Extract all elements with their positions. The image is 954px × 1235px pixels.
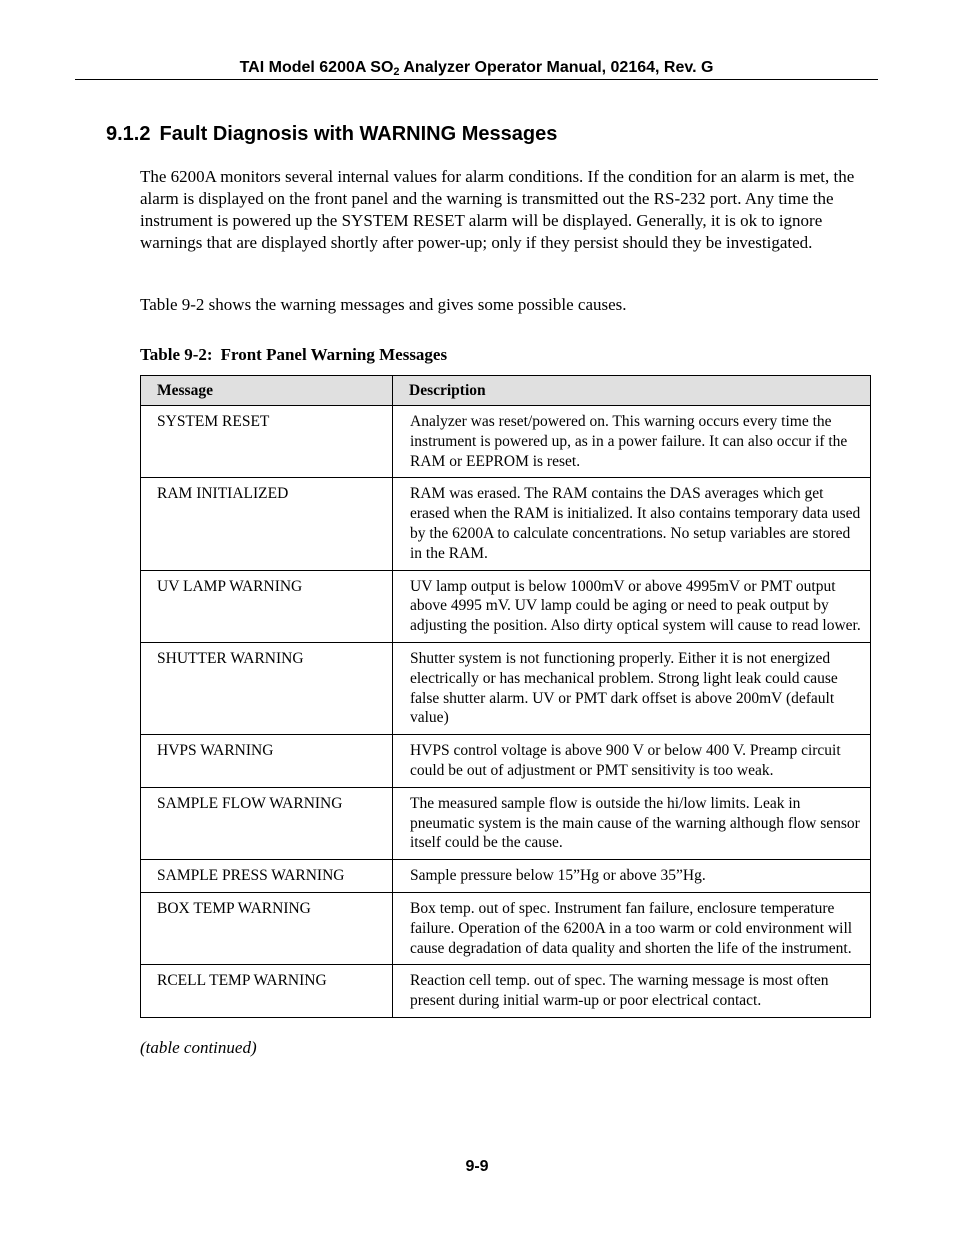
intro-paragraph: The 6200A monitors several internal values for alarm conditions. If the condition for an alarm is met, the alarm is displayed on the front panel and the warning is transmitted out the RS-232 port. Any time the instrument is powered up the SYSTEM RESET alarm will be displayed. Generally, it is ok to ignore warnings that are displayed shortly after power-up; only if they persist should they be investigated. (140, 167, 855, 252)
message-cell: BOX TEMP WARNING (141, 892, 393, 964)
description-cell: The measured sample flow is outside the hi/low limits. Leak in pneumatic system is the main cause of the warning although flow sensor itself could be the cause. (393, 787, 871, 859)
table-row (141, 406, 871, 478)
message-cell: RCELL TEMP WARNING (141, 965, 393, 1018)
message-cell: SAMPLE PRESS WARNING (141, 860, 393, 893)
section-heading (106, 122, 557, 146)
column-header-message: Message (141, 376, 393, 406)
message-cell: RAM INITIALIZED (141, 478, 393, 570)
message-cell: HVPS WARNING (141, 735, 393, 788)
table-reference-paragraph: Table 9-2 shows the warning messages and gives some possible causes. (140, 295, 627, 314)
table-row (141, 860, 871, 893)
header-divider (75, 79, 878, 80)
description-cell: Box temp. out of spec. Instrument fan failure, enclosure temperature failure. Operation of the 6200A in a too warm or cold environment will cause degradation of data quality and shorten the life of the instrument. (393, 892, 871, 964)
table-caption-label: Table 9-2: (140, 345, 213, 364)
message-cell: SHUTTER WARNING (141, 642, 393, 734)
column-header-description: Description (393, 376, 871, 406)
warning-messages-table (140, 375, 871, 1018)
message-cell: SAMPLE FLOW WARNING (141, 787, 393, 859)
table-row (141, 787, 871, 859)
header-title-subscript: 2 (393, 66, 400, 78)
header-title-prefix: TAI Model 6200A SO (239, 59, 394, 76)
description-cell: Reaction cell temp. out of spec. The warning message is most often present during initial warm-up or poor electrical contact. (393, 965, 871, 1018)
message-cell: SYSTEM RESET (141, 406, 393, 478)
table-header-row (141, 376, 871, 406)
table-row (141, 735, 871, 788)
section-number: 9.1.2 (106, 123, 151, 145)
description-cell: RAM was erased. The RAM contains the DAS averages which get erased when the RAM is initialized. It also contains temporary data used by the 6200A to calculate concentrations. No setup variables are stored in the RAM. (393, 478, 871, 570)
description-cell: HVPS control voltage is above 900 V or below 400 V. Preamp circuit could be out of adjustment or PMT sensitivity is too weak. (393, 735, 871, 788)
table-row (141, 642, 871, 734)
description-cell: Analyzer was reset/powered on. This warning occurs every time the instrument is powered up, as in a power failure. It can also occur if the RAM or EEPROM is reset. (393, 406, 871, 478)
table-continued-note: (table continued) (140, 1038, 257, 1057)
table-row (141, 570, 871, 642)
page-number: 9-9 (465, 1158, 489, 1175)
section-title: Fault Diagnosis with WARNING Messages (159, 123, 558, 145)
header-title-suffix: Analyzer Operator Manual, 02164, Rev. G (399, 59, 714, 76)
message-cell: UV LAMP WARNING (141, 570, 393, 642)
description-cell: UV lamp output is below 1000mV or above 4995mV or PMT output above 4995 mV. UV lamp could be aging or need to peak output by adjusting the position. Also dirty optical system will cause to read lower. (393, 570, 871, 642)
table-caption-text: Front Panel Warning Messages (220, 345, 448, 364)
table-row (141, 892, 871, 964)
table-row (141, 965, 871, 1018)
table-caption (140, 344, 447, 366)
table-row (141, 478, 871, 570)
description-cell: Shutter system is not functioning properly. Either it is not energized electrically or has mechanical problem. Strong light leak could cause false shutter alarm. UV or PMT dark offset is above 200mV (default value) (393, 642, 871, 734)
description-cell: Sample pressure below 15”Hg or above 35”Hg. (393, 860, 871, 893)
